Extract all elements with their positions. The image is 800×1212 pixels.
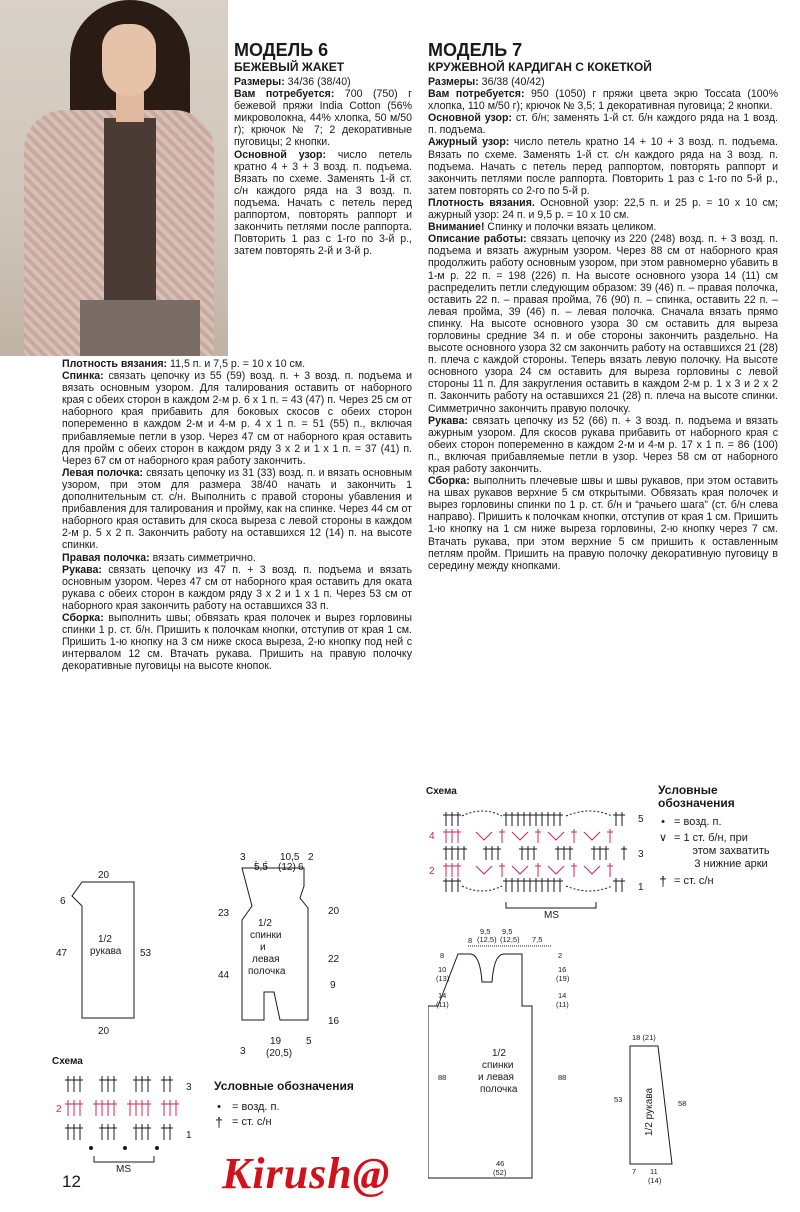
value: выполнить швы; обвязать края полочек и вырез горловины спинки 1 р. ст. б/н. Пришить к полочкам кнопки, отступив от края 1 см. Пришить 1-ю кнопку на 3 см ниже скоса выреза, 2-ю кнопку под ней с интервалом 12 см. Втачать рукава. Пришить на правую полочку декоративные пуговицы на высоте кнопок.: [62, 611, 412, 673]
value: выполнить плечевые швы и швы рукавов, при этом оставить на швах рукавов верхние 5 см открытыми. Обвязать края полочек и вырез горловины спинки по 1 р. ст. б/н и “рачьего шага” (ст. б/н слева направо). Пришить к полочкам кнопки, отступив от края 1 см. Пришить 1-ю кнопку на 1 см ниже выреза горловины, 2-ю кнопку через 7 см. Втачать рукава, при этом верхние 5 см пришить к оставленным петлям пройм. Пришить на правую полочку декоративную пуговицу в середину между кнопками.: [428, 475, 778, 572]
left-a: 23: [218, 908, 230, 919]
model7-subtitle: КРУЖЕВНОЙ КАРДИГАН С КОКЕТКОЙ: [428, 60, 652, 74]
label: Спинка:: [62, 370, 104, 383]
right: 58: [678, 1099, 687, 1108]
label: Ажурный узор:: [428, 136, 510, 149]
value: 34/36 (38/40): [284, 76, 351, 88]
top-c2: (12): [278, 862, 296, 873]
label: Основной узор:: [428, 112, 512, 125]
row3-stitches: [443, 846, 627, 860]
left: 47: [56, 948, 68, 959]
label4: левая: [252, 954, 280, 965]
label: Сборка:: [428, 475, 470, 488]
legend-text: = ст. с/н: [232, 1116, 272, 1128]
t2: 9,5: [480, 927, 491, 936]
label: Сборка:: [62, 611, 104, 624]
ms-label: MS: [116, 1164, 131, 1175]
right-d: 16: [328, 1016, 340, 1027]
row2-stitches: [443, 863, 613, 877]
row4-stitches: [443, 829, 613, 843]
page-number: 12: [62, 1172, 81, 1191]
chain-stitch-icon: •: [217, 1101, 221, 1113]
legend-text: = возд. п.: [674, 816, 722, 828]
scheme-title: Схема: [426, 786, 457, 797]
legend-text: = возд. п.: [232, 1101, 280, 1113]
value: 950 (1050) г пряжи цвета экрю Toccata (100% хлопка, 110 м/50 г); крючок № 3,5; 1 декоративная пуговица; 2 кнопки.: [428, 88, 778, 113]
row5-stitches: [443, 811, 625, 826]
row-number-4: 4: [429, 831, 435, 842]
bottom-a: 7: [632, 1167, 637, 1176]
top-c: 10,5: [280, 852, 300, 863]
row-number-3: 3: [186, 1082, 192, 1093]
t3b: (12,5): [500, 935, 520, 944]
t2b: (12,5): [477, 935, 497, 944]
value: связать цепочку из 52 (66) п. + 3 возд. п. подъема и вязать ажурным узором. Для скосов рукава прибавить от наборного края с обеих сторон попеременно в каждом 2-м и 4-м р. 17 х 1 п. = 86 (100) п., включая прибавляемые петли в узор. Через 58 см от наборного края работу закончить.: [428, 414, 778, 475]
l2: 10: [438, 965, 447, 974]
l3b: (11): [436, 1000, 449, 1009]
r3: 14: [558, 991, 567, 1000]
label4: полочка: [480, 1084, 518, 1095]
bottom-b2: (14): [648, 1176, 662, 1185]
row-number-2: 2: [429, 866, 435, 877]
label: Размеры:: [428, 76, 479, 88]
model7-body: [428, 40, 778, 572]
model6-legend: [214, 1080, 414, 1129]
label2: спинки: [482, 1060, 514, 1071]
t4: 7,5: [532, 935, 543, 944]
double-crochet-icon: †: [215, 1114, 223, 1130]
bottom-b2: (20,5): [266, 1048, 293, 1059]
row-number-3: 3: [638, 849, 644, 860]
r1: 2: [558, 951, 563, 960]
model7-sleeve-piece: [606, 1026, 696, 1186]
label: Вам потребуется:: [428, 88, 525, 101]
r2: 16: [558, 965, 567, 974]
model7-scheme: [426, 782, 650, 922]
legend-row-dc: [658, 875, 788, 888]
value: Основной узор: 22,5 п. и 25 р. = 10 х 10 см; ажурный узор: 24 п. и 9,5 р. = 10 х 10 см.: [428, 196, 778, 222]
model7-title: МОДЕЛЬ 7: [428, 40, 523, 60]
value: вязать симметрично.: [149, 551, 256, 564]
label2: рукава: [90, 946, 122, 957]
model6-title: МОДЕЛЬ 6: [234, 40, 329, 60]
model7-legend: [658, 784, 788, 888]
model6-sleeve-piece: [52, 864, 164, 1040]
label: Основной узор:: [234, 148, 327, 161]
double-crochet-icon: †: [659, 873, 667, 889]
model6-subtitle: БЕЖЕВЫЙ ЖАКЕТ: [234, 60, 345, 74]
label1: 1/2: [492, 1048, 506, 1059]
label: Рукава:: [428, 414, 468, 427]
value: связать цепочку из 220 (248) возд. п. + 3 возд. п. подъема и вязать ажурным узором. Через 88 см от наборного края продолжить работу основным узором, при этом равномерно убавить в 1-м р. 22 п. = 198 (226) п. На высоте основного узора 14 (11) см распределить петли следующим образом: 39 (46) п. – правая полочка, оставить 22 п. – правая пройма, 76 (90) п. – спинка, оставить 22 п. – левая пройма, 39 (46) п. – левая полочка. Сначала вязать прямо спинку. На высоте основного узора 30 см оставить для выреза горловины средние 34 п. и обе стороны закончить раздельно. На высоте основного узора 32 см закончить работу на оставшихся 21 (28) п. плеча с каждой стороны. Теперь вязать левую полочку. На высоте основного узора 24 см оставить для выреза горловины с левой стороны 11 п. Для закругления оставить в каждом 2-м р. 1 х 3 и 2 х 2 п. Закончить работу на оставшихся 21 (28) п. плеча на высоте спинки. Симметрично закончить правую полочку.: [428, 233, 778, 415]
model7-body-piece: [428, 924, 588, 1188]
l2b: (13): [436, 974, 450, 983]
right-c: 9: [330, 980, 336, 991]
value: 11,5 п. и 7,5 р. = 10 х 10 см.: [167, 358, 306, 370]
top: 20: [98, 870, 110, 881]
t3: 9,5: [502, 927, 513, 936]
watermark-signature: Kirush@: [222, 1149, 391, 1198]
value: число петель кратно 4 + 3 + 3 возд. п. подъема. Вязать по схеме. Заменять 1-й ст. с/н каждого ряда на 3 возд. п. подъема. Начать с петель перед раппортом, повторять раппорт и закончить петлями после раппорта. Повторить 1 раз с 1-го по 3-й р., затем повторять 2-й и 3-й р.: [234, 148, 412, 258]
label: Внимание!: [428, 221, 485, 234]
legend-row-chain: [658, 816, 788, 829]
value: 700 (750) г бежевой пряжи India Cotton (56% микроволокна, 44% хлопка, 50 м/50 г); крючок № 7; 2 декоративные пуговицы; 2 кнопки.: [234, 88, 412, 149]
row1-stitches: [65, 1124, 173, 1150]
legend-text: = ст. с/н: [674, 875, 714, 887]
legend-row-dc: [214, 1116, 414, 1129]
photo-face: [102, 24, 156, 96]
t1: 8: [468, 936, 473, 945]
label: Плотность вязания.: [428, 196, 535, 209]
model-photo: [0, 0, 228, 356]
body-outline: [428, 954, 532, 1178]
left-b: 44: [218, 970, 230, 981]
bottom: 20: [98, 1026, 110, 1037]
r2b: (19): [556, 974, 570, 983]
label: Плотность вязания:: [62, 358, 168, 370]
model6-scheme: [52, 1052, 202, 1176]
right: 53: [140, 948, 152, 959]
legend-title-line2: обозначения: [658, 796, 735, 810]
left-small: 6: [60, 896, 66, 907]
label3: и: [260, 942, 266, 953]
row-number-5: 5: [638, 814, 644, 825]
label1: 1/2: [98, 934, 112, 945]
photo-trousers: [80, 300, 200, 356]
right-b: 22: [328, 954, 340, 965]
label1: 1/2: [258, 918, 272, 929]
row-number-1: 1: [186, 1130, 192, 1141]
front-outline: [242, 868, 308, 1020]
model6-body: [62, 358, 412, 672]
l1: 8: [440, 951, 445, 960]
v-stitch-icon: ∨: [658, 832, 668, 844]
chain-stitch-icon: •: [661, 816, 665, 828]
value: связать цепочку из 47 п. + 3 возд. п. подъема и вязать основным узором. Через 47 см от наборного края оставить для оката рукава с обеих сторон в каждом ряду 3 х 2 и 1 х 1 п. Через 53 см от наборного края закончить работу на оставшихся 33 п.: [62, 563, 412, 612]
legend-title: Условные обозначения: [214, 1079, 354, 1093]
bottom-b: (52): [493, 1168, 507, 1177]
label: Вам потребуется:: [234, 88, 335, 101]
bottom-b: 19: [270, 1036, 282, 1047]
label3: и левая: [478, 1072, 514, 1083]
bottom-a: 3: [240, 1046, 246, 1057]
legend-row-sc: [658, 832, 788, 845]
label: Размеры:: [234, 76, 285, 88]
model6-intro: [234, 40, 412, 257]
label: Левая полочка:: [62, 466, 144, 479]
row3-stitches: [65, 1076, 173, 1092]
l3: 14: [438, 991, 447, 1000]
value: число петель кратно 14 + 10 + 3 возд. п. подъема. Вязать по схеме. Заменять 1-й ст. с/н каждого ряда на 3 возд. п. подъема. Начать с петель перед раппортом, повторять раппорт и закончить петлями после раппорта. Повторить 1 раз с 1-го по 5-й р., затем повторять со 2-го по 5-й р.: [428, 136, 778, 197]
row1-stitches: [443, 878, 625, 892]
label: Описание работы:: [428, 233, 527, 246]
model6-front-piece: [210, 848, 360, 1060]
bottom-c: 5: [306, 1036, 312, 1047]
label2: спинки: [250, 930, 282, 941]
top-b: 5,5: [254, 862, 268, 873]
row-number-2: 2: [56, 1104, 62, 1115]
row2-stitches: [65, 1100, 179, 1116]
left: 53: [614, 1095, 623, 1104]
top-d: 6: [298, 862, 304, 873]
label5: полочка: [248, 966, 286, 977]
row-number-1: 1: [638, 882, 644, 893]
r3b: (11): [556, 1000, 569, 1009]
photo-neck: [116, 92, 144, 122]
bottom: 46: [496, 1159, 505, 1168]
value: 36/38 (40/42): [478, 76, 545, 88]
legend-text: 3 нижние арки: [694, 858, 768, 870]
bottom-b: 11: [650, 1167, 658, 1176]
value: связать цепочку из 55 (59) возд. п. + 3 возд. п. подъема и вязать основным узором. Для талирования оставить от наборного края с обеих сторон в каждом 2-м р. 6 х 1 п. = 43 (47) п. Через 25 см от наборного края прибавить для боковых скосов с обеих сторон попеременно в каждом 2-м и 4-м р. 4 х 1 п. = 51 (55) п., включая прибавляемые петли в узор. Через 47 см от наборного края оставить для пройм с обеих сторон в каждом ряду 3 х 2 и 1 х 1 п. = 37 (41) п. Через 67 см от наборного края работу закончить.: [62, 370, 412, 467]
top-e: 2: [308, 852, 314, 863]
scheme-title: Схема: [52, 1056, 83, 1067]
legend-text: = 1 ст. б/н, при: [674, 832, 748, 844]
ms-label: MS: [544, 910, 559, 921]
label: Правая полочка:: [62, 551, 150, 564]
value: Спинку и полочки вязать целиком.: [484, 221, 657, 234]
top-a: 3: [240, 852, 246, 863]
value: связать цепочку из 31 (33) возд. п. и вязать основным узором, при этом для размера 38/40 начать и закончить 1 дополнительным ст. с/н. Выполнить с правой стороны убавления и прибавления для талирования и пройму, как на спинке. Через 44 см от наборного края оставить для скоса выреза с левой стороны в каждом 2-м р. 5 х 2 п. Закончить работу на оставшихся 12 (14) п. на высоте спинки.: [62, 466, 412, 552]
value: ст. б/н; заменять 1-й ст. б/н каждого ряда на 1 возд. п. подъема.: [428, 112, 778, 137]
legend-text: этом захватить: [692, 845, 770, 857]
top: 18 (21): [632, 1033, 656, 1042]
label: Рукава:: [62, 563, 102, 576]
right-a: 20: [328, 906, 340, 917]
r4: 88: [558, 1073, 567, 1082]
label: 1/2 рукава: [644, 1087, 655, 1136]
legend-title-line1: Условные: [658, 783, 718, 797]
l4: 88: [438, 1073, 447, 1082]
legend-row-chain: [214, 1101, 414, 1114]
